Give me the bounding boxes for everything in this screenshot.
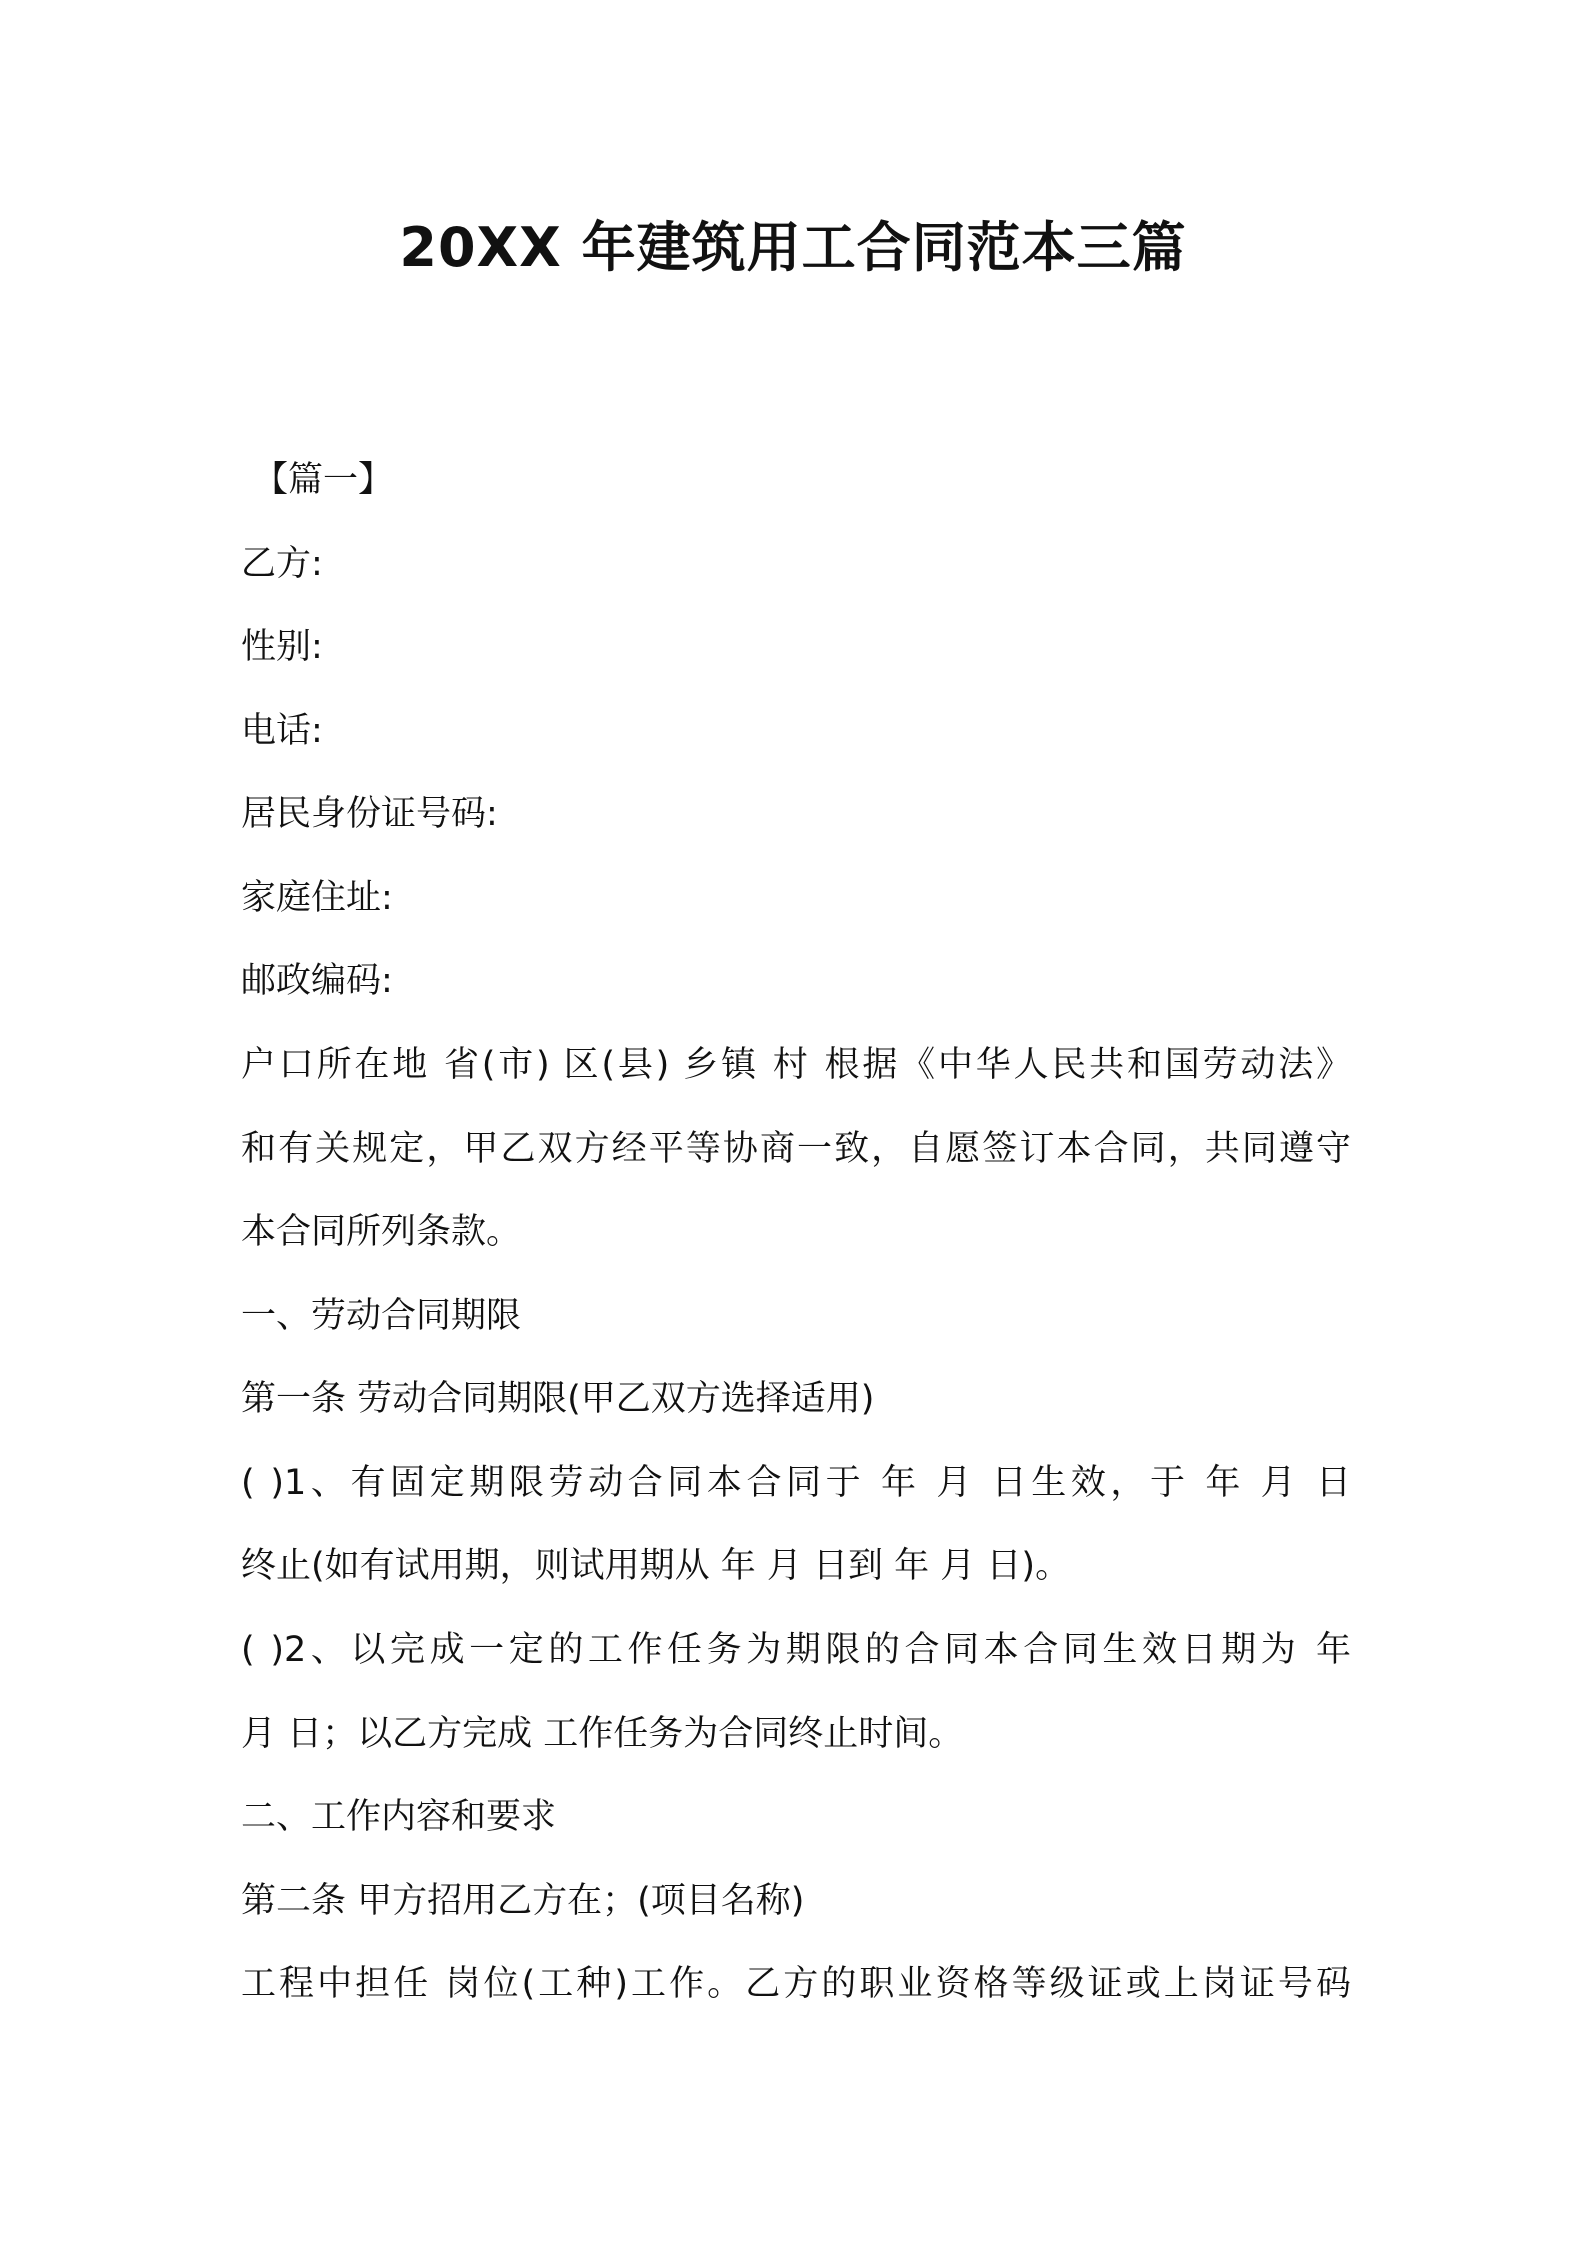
paragraph-line: ( )2、以完成一定的工作任务为期限的合同本合同生效日期为 年 (241, 1630, 1351, 1670)
field-postal-code: 邮政编码: (241, 961, 393, 1001)
paragraph-line: 终止(如有试用期，则试用期从 年 月 日到 年 月 日)。 (241, 1546, 1071, 1586)
paragraph-line: 本合同所列条款。 (241, 1212, 522, 1252)
section-heading: 【篇一】 (253, 460, 394, 500)
paragraph-line: 和有关规定，甲乙双方经平等协商一致，自愿签订本合同，共同遵守 (241, 1129, 1351, 1169)
clause-heading: 二、工作内容和要求 (241, 1797, 557, 1837)
paragraph-line: 户口所在地 省(市) 区(县) 乡镇 村 根据《中华人民共和国劳动法》 (241, 1045, 1351, 1085)
paragraph-line: 月 日；以乙方完成 工作任务为合同终止时间。 (241, 1714, 964, 1754)
clause-heading: 一、劳动合同期限 (241, 1296, 522, 1336)
field-party-b: 乙方: (241, 544, 323, 584)
paragraph-line: ( )1、有固定期限劳动合同本合同于 年 月 日生效，于 年 月 日 (241, 1463, 1351, 1503)
paragraph-line: 工程中担任 岗位(工种)工作。乙方的职业资格等级证或上岗证号码 (241, 1964, 1351, 2004)
field-gender: 性别: (241, 627, 323, 667)
article-heading: 第一条 劳动合同期限(甲乙双方选择适用) (241, 1379, 875, 1419)
field-home-address: 家庭住址: (241, 878, 393, 918)
field-phone: 电话: (241, 711, 323, 751)
field-id-number: 居民身份证号码: (241, 794, 498, 834)
document-title: 20XX 年建筑用工合同范本三篇 (399, 216, 1187, 279)
article-heading: 第二条 甲方招用乙方在；(项目名称) (241, 1881, 805, 1921)
